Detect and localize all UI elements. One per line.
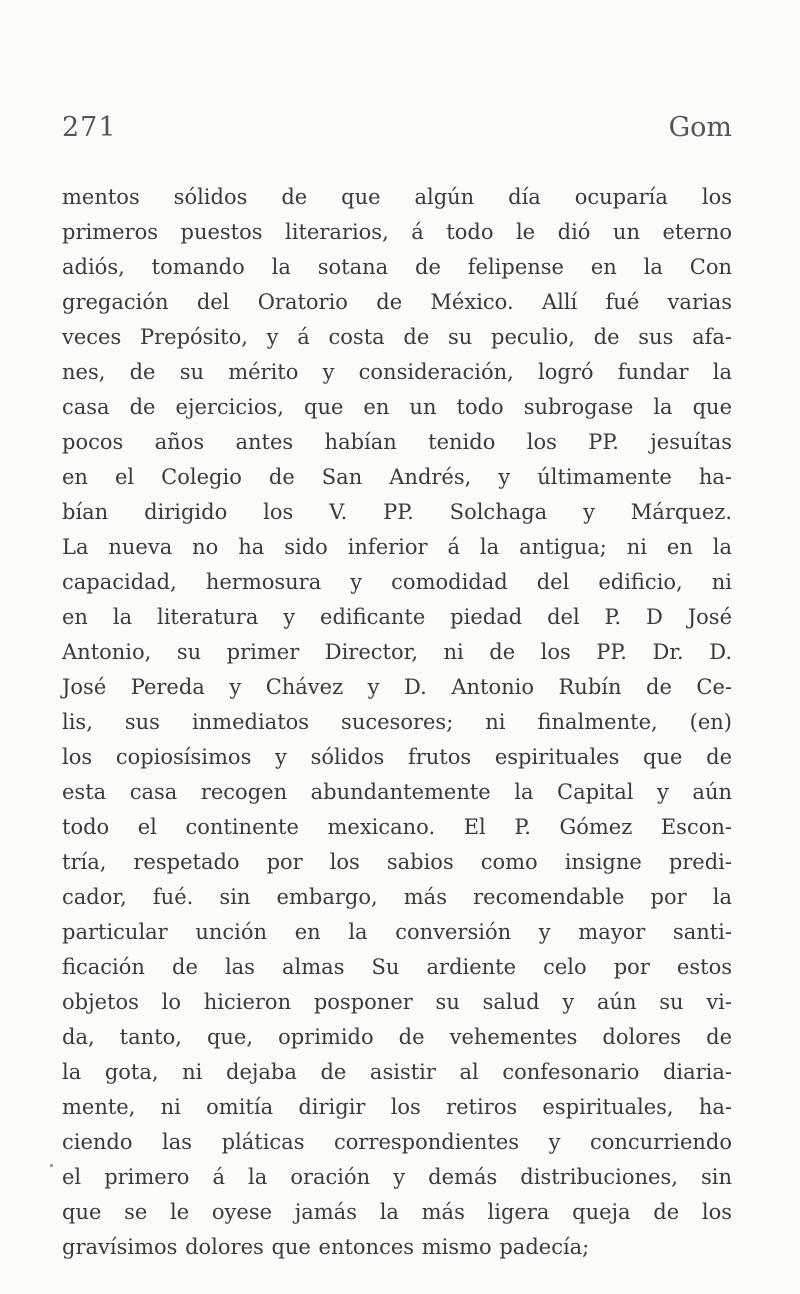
text-line: da, tanto, que, oprimido de vehementes dolores de — [62, 1025, 732, 1049]
text-line: nes, de su mérito y consideración, logró fundar la — [62, 360, 732, 384]
text-line: en la literatura y edificante piedad del P. D José — [62, 605, 732, 629]
text-line: bían dirigido los V. PP. Solchaga y Márquez. — [62, 500, 732, 524]
text-line: gravísimos dolores que entonces mismo padecía; — [62, 1235, 590, 1259]
text-line: mente, ni omitía dirigir los retiros espirituales, ha- — [62, 1095, 732, 1119]
text-line: en el Colegio de San Andrés, y últimamente ha- — [62, 465, 732, 489]
text-line: ciendo las pláticas correspondientes y concurriendo — [62, 1130, 732, 1154]
text-line: casa de ejercicios, que en un todo subrogase la que — [62, 395, 732, 419]
text-line: mentos sólidos de que algún día ocuparía los — [62, 185, 732, 209]
text-line: Antonio, su primer Director, ni de los PP. Dr. D. — [62, 640, 732, 664]
text-line: esta casa recogen abundantemente la Capital y aún — [62, 780, 732, 804]
page-number: 271 — [62, 112, 117, 143]
body-text — [62, 180, 732, 1265]
text-line: particular unción en la conversión y mayor santi- — [62, 920, 732, 944]
text-line: lis, sus inmediatos sucesores; ni finalmente, (en) — [62, 710, 732, 734]
text-line: los copiosísimos y sólidos frutos espirituales que de — [62, 745, 732, 769]
paper-speck — [50, 1164, 53, 1167]
text-line: ficación de las almas Su ardiente celo por estos — [62, 955, 732, 979]
section-title: Gom — [668, 112, 732, 143]
text-line: todo el continente mexicano. El P. Gómez Escon- — [62, 815, 732, 839]
text-line: gregación del Oratorio de México. Allí fué varias — [62, 290, 732, 314]
text-line: veces Prepósito, y á costa de su peculio, de sus afa- — [62, 325, 732, 349]
text-line: La nueva no ha sido inferior á la antigua; ni en la — [62, 535, 732, 559]
text-line: José Pereda y Chávez y D. Antonio Rubín de Ce- — [62, 675, 732, 699]
text-line: el primero á la oración y demás distribuciones, sin — [62, 1165, 732, 1189]
text-line: capacidad, hermosura y comodidad del edificio, ni — [62, 570, 732, 594]
running-head — [62, 112, 732, 152]
text-line: que se le oyese jamás la más ligera queja de los — [62, 1200, 732, 1224]
text-line: cador, fué. sin embargo, más recomendable por la — [62, 885, 732, 909]
text-line: adiós, tomando la sotana de felipense en la Con — [62, 255, 732, 279]
text-line: la gota, ni dejaba de asistir al confesonario diaria- — [62, 1060, 732, 1084]
text-line: tría, respetado por los sabios como insigne predi- — [62, 850, 732, 874]
text-line: primeros puestos literarios, á todo le dió un eterno — [62, 220, 732, 244]
text-line: pocos años antes habían tenido los PP. jesuítas — [62, 430, 732, 454]
text-line: objetos lo hicieron posponer su salud y aún su vi- — [62, 990, 732, 1014]
